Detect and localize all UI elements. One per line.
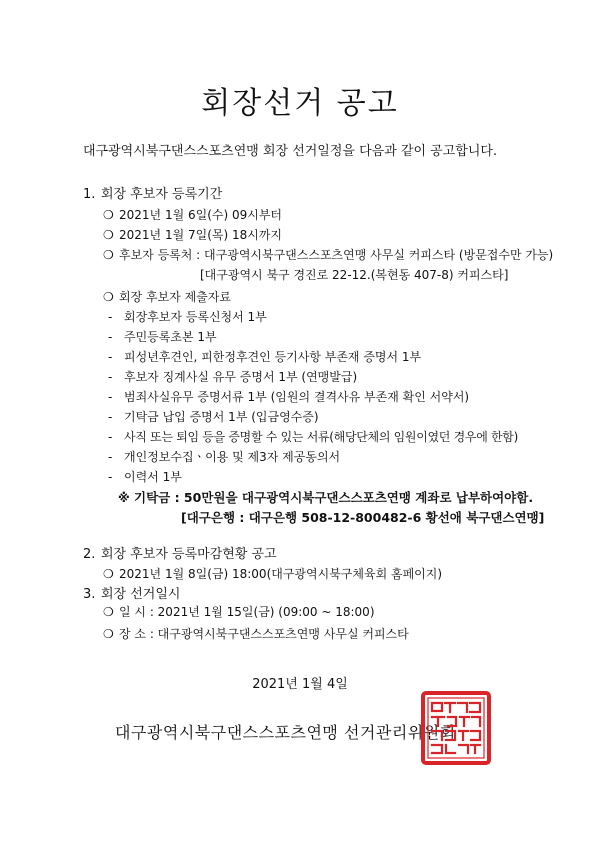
issuer-signature: 대구광역시북구댄스스포츠연맹 선거관리위원회 xyxy=(115,723,456,742)
intro-text: 대구광역시북구댄스스포츠연맹 회장 선거일정을 다음과 같이 공고합니다. xyxy=(83,144,498,159)
doc-item: - 이력서 1부 xyxy=(108,470,182,484)
section-3-item: ❍ 일 시 : 2021년 1월 15일(금) (09:00 ~ 18:00) xyxy=(103,605,375,619)
doc-item: - 사직 또는 퇴임 등을 증명할 수 있는 서류(해당단체의 임원이였던 경우에 한함) xyxy=(108,430,518,444)
doc-item: - 피성년후견인, 피한정후견인 등기사항 부존재 증명서 1부 xyxy=(108,350,422,364)
page-title: 회장선거 공고 xyxy=(201,86,399,121)
section-3-item: ❍ 장 소 : 대구광역시북구댄스스포츠연맹 사무실 커피스타 xyxy=(103,627,409,641)
section-1-item: ❍ 후보자 등록처 : 대구광역시북구댄스스포츠연맹 사무실 커피스타 (방문접수만 가능) xyxy=(103,248,554,262)
section-1-item: ❍ 2021년 1월 6일(수) 09시부터 xyxy=(103,208,283,222)
section-2-heading: 2. 회장 후보자 등록마감현황 공고 xyxy=(83,547,277,562)
section-1-heading: 1. 회장 후보자 등록기간 xyxy=(83,187,223,202)
deposit-note: ※ 기탁금 : 50만원을 대구광역시북구댄스스포츠연맹 계좌로 납부하여야함. xyxy=(118,490,534,505)
doc-item: - 기탁금 납입 증명서 1부 (입금영수증) xyxy=(108,410,319,424)
docs-heading: ❍ 회장 후보자 제출자료 xyxy=(103,290,231,304)
doc-item: - 주민등록초본 1부 xyxy=(108,330,217,344)
section-1-item: ❍ 2021년 1월 7일(목) 18시까지 xyxy=(103,228,283,242)
seal-stamp-icon xyxy=(420,690,492,766)
doc-item: - 후보자 징계사실 유무 증명서 1부 (연맹발급) xyxy=(108,370,358,384)
announcement-date: 2021년 1월 4일 xyxy=(252,677,348,692)
office-address: [대구광역시 북구 경진로 22-12.(복현동 407-8) 커피스타] xyxy=(200,268,509,282)
section-2-item: ❍ 2021년 1월 8일(금) 18:00(대구광역시북구체육회 홈페이지) xyxy=(103,567,443,581)
bank-account: [대구은행 : 대구은행 508-12-800482-6 황선애 북구댄스연맹] xyxy=(181,510,545,525)
doc-item: - 개인정보수집ㆍ이용 및 제3자 제공동의서 xyxy=(108,450,341,464)
doc-item: - 범죄사실유무 증명서류 1부 (임원의 결격사유 부존재 확인 서약서) xyxy=(108,390,470,404)
doc-item: - 회장후보자 등록신청서 1부 xyxy=(108,310,267,324)
official-seal xyxy=(420,690,492,766)
section-3-heading: 3. 회장 선거일시 xyxy=(83,587,181,602)
